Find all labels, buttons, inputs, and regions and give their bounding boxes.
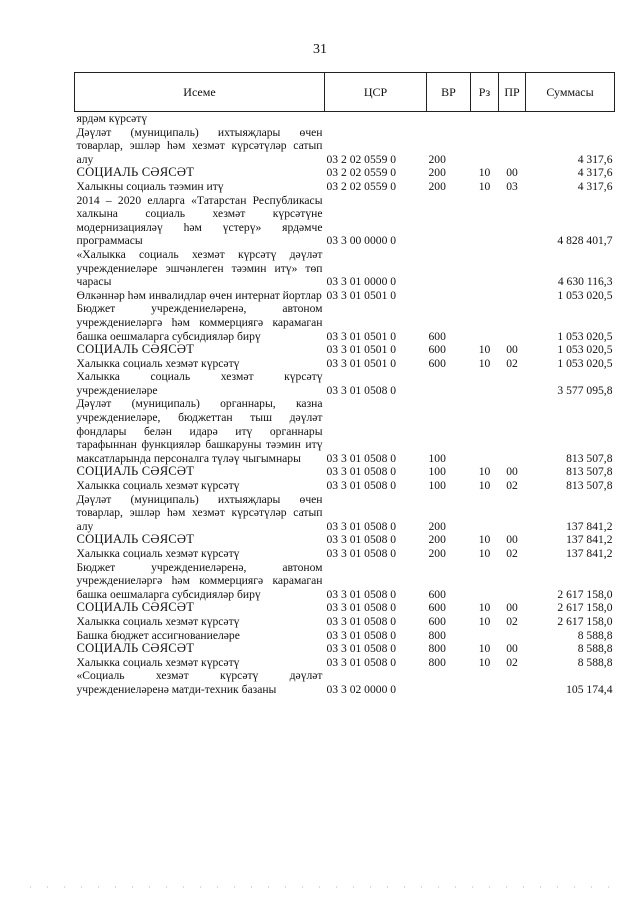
cell-rz: 10 [478, 601, 491, 615]
table-row [75, 533, 615, 547]
cell-rz [471, 561, 499, 602]
cell-pr: 00 [506, 343, 518, 357]
cell-sum: 137 841,2 [566, 547, 613, 560]
table-row [75, 343, 615, 357]
cell-pr: 00 [506, 533, 518, 547]
cell-sum: 4 317,6 [577, 166, 613, 180]
table-row [75, 248, 615, 289]
cell-pr [499, 302, 526, 343]
page-number: 31 [313, 42, 327, 57]
cell-pr: 00 [506, 166, 518, 180]
cell-csr: 03 3 01 0508 0 [326, 465, 397, 479]
cell-sum: 813 507,8 [566, 465, 613, 479]
cell-name: СОЦИАЛЬ СӘЯСӘТ [76, 532, 195, 547]
cell-sum [526, 112, 615, 126]
table-row [75, 656, 615, 670]
table-row [75, 166, 615, 180]
cell-sum: 3 577 095,8 [557, 383, 613, 397]
cell-name: Халыкка социаль хезмәт күрсәтү [76, 479, 240, 493]
table-row [75, 479, 615, 493]
cell-csr: 03 3 01 0508 0 [326, 628, 397, 642]
cell-vr: 600 [428, 587, 446, 601]
cell-rz: 10 [478, 166, 491, 180]
cell-csr: 03 3 01 0508 0 [326, 601, 397, 615]
header-pr: ПР [499, 73, 526, 112]
cell-name: СОЦИАЛЬ СӘЯСӘТ [76, 342, 195, 357]
cell-csr: 03 3 01 0508 0 [326, 642, 397, 656]
cell-name: Халыкны социаль тәэмин итү [76, 179, 224, 193]
cell-csr: 03 3 01 0508 0 [326, 451, 397, 465]
cell-vr: 200 [428, 519, 446, 533]
cell-vr: 200 [428, 166, 446, 180]
cell-name: Халыкка социаль хезмәт күрсәтү [76, 655, 240, 669]
cell-name: Дәүләт (муниципаль) органнары, казна учреждениеләре, бюджеттан тыш дәүләт фондлары белән идарә итү органнары тарафыннан функцияләр башкаруны тәэмин итү максатларында персоналга түләү чыгымнары [76, 397, 323, 465]
cell-name: Бюджет учреждениеләренә, автоном учреждениеләргә һәм коммерциягә карамаган башка оешмаларга субсидияләр бирү [76, 302, 323, 343]
cell-sum: 4 317,6 [577, 179, 613, 193]
cell-sum: 813 507,8 [566, 451, 613, 465]
cell-vr: 600 [428, 601, 446, 615]
cell-csr: 03 3 00 0000 0 [326, 234, 397, 248]
cell-sum: 8 588,8 [577, 655, 613, 669]
cell-csr: 03 3 01 0508 0 [326, 655, 397, 669]
cell-csr: 03 3 01 0501 0 [326, 288, 397, 302]
table-row [75, 629, 615, 643]
cell-vr: 100 [428, 479, 446, 493]
cell-sum: 1 053 020,5 [557, 329, 613, 343]
cell-pr [499, 669, 526, 696]
cell-rz: 10 [478, 479, 491, 493]
cell-csr: 03 3 01 0508 0 [326, 547, 397, 560]
cell-sum: 137 841,2 [566, 533, 613, 547]
cell-vr: 800 [428, 642, 446, 656]
cell-name: СОЦИАЛЬ СӘЯСӘТ [76, 464, 195, 479]
table-row [75, 561, 615, 602]
table-row [75, 547, 615, 561]
cell-rz: 10 [478, 465, 491, 479]
header-vr: ВР [427, 73, 471, 112]
cell-pr: 00 [506, 601, 518, 615]
cell-rz: 10 [478, 642, 491, 656]
cell-csr: 03 3 01 0508 0 [326, 614, 397, 628]
table-row [75, 180, 615, 194]
cell-pr [499, 397, 526, 465]
header-sum: Суммасы [526, 73, 615, 112]
cell-rz [471, 302, 499, 343]
cell-rz [471, 194, 499, 248]
cell-rz: 10 [478, 343, 491, 357]
cell-rz: 10 [478, 179, 491, 193]
table-header-row [75, 73, 615, 112]
cell-vr: 200 [428, 533, 446, 547]
table-row [75, 194, 615, 248]
cell-pr: 02 [506, 356, 518, 370]
table-row [75, 112, 615, 126]
table-row [75, 357, 615, 371]
cell-rz [471, 289, 499, 303]
header-name: Исеме [75, 73, 325, 112]
table-row [75, 289, 615, 303]
cell-csr: 03 3 01 0508 0 [326, 533, 397, 547]
cell-csr: 03 3 01 0501 0 [326, 329, 397, 343]
cell-name: Дәүләт (муниципаль) ихтыяҗлары өчен товарлар, эшләр һәм хезмәт күрсәтүләр сатып алу [76, 492, 323, 533]
cell-sum: 1 053 020,5 [557, 288, 613, 302]
cell-name: Халыкка социаль хезмәт күрсәтү [76, 356, 240, 370]
cell-vr [427, 289, 471, 303]
cell-name: Халыкка социаль хезмәт күрсәтү учреждениеләре [76, 370, 323, 397]
cell-name: 2014 – 2020 елларга «Татарстан Республикасы халкына социаль хезмәт күрсәтүне модернизацияләү һәм үстерү» ярдәмче программасы [76, 193, 323, 248]
cell-csr: 03 3 01 0501 0 [326, 343, 397, 357]
cell-name: Халыкка социаль хезмәт күрсәтү [76, 614, 240, 628]
cell-vr: 100 [428, 465, 446, 479]
cell-pr [499, 194, 526, 248]
table-row [75, 302, 615, 343]
cell-name: СОЦИАЛЬ СӘЯСӘТ [76, 641, 195, 656]
table-row [75, 615, 615, 629]
cell-rz [471, 126, 499, 167]
cell-vr [427, 669, 471, 696]
table-row [75, 601, 615, 615]
table-body [75, 112, 615, 697]
cell-pr [499, 370, 526, 397]
cell-csr: 03 3 01 0501 0 [326, 356, 397, 370]
cell-sum: 8 588,8 [577, 642, 613, 656]
table-row [75, 465, 615, 479]
cell-csr: 03 2 02 0559 0 [326, 166, 397, 180]
scan-noise [30, 886, 620, 888]
cell-rz: 10 [478, 655, 491, 669]
cell-sum: 2 617 158,0 [557, 614, 613, 628]
cell-csr: 03 3 01 0508 0 [326, 479, 397, 493]
cell-pr [499, 126, 526, 167]
cell-pr [499, 112, 526, 126]
cell-csr: 03 2 02 0559 0 [326, 179, 397, 193]
cell-vr: 600 [428, 343, 446, 357]
cell-csr: 03 2 02 0559 0 [326, 152, 397, 166]
header-csr: ЦСР [325, 73, 427, 112]
cell-rz: 10 [478, 614, 491, 628]
cell-pr [499, 493, 526, 534]
cell-vr: 800 [428, 655, 446, 669]
cell-vr: 100 [428, 451, 446, 465]
cell-pr [499, 629, 526, 643]
cell-pr [499, 561, 526, 602]
cell-sum: 4 317,6 [577, 152, 613, 166]
cell-name: «Социаль хезмәт күрсәтү дәүләт учреждениеләренә матди-техник базаны [76, 669, 323, 696]
cell-vr: 600 [428, 614, 446, 628]
cell-sum: 2 617 158,0 [557, 587, 613, 601]
cell-csr: 03 3 01 0508 0 [326, 519, 397, 533]
cell-name: Өлкәннәр һәм инвалидлар өчен интернат йортлар [76, 288, 322, 302]
cell-pr: 00 [506, 465, 518, 479]
cell-name: Башка бюджет ассигнованиеләре [76, 628, 240, 642]
cell-name: СОЦИАЛЬ СӘЯСӘТ [76, 165, 195, 180]
cell-pr: 02 [506, 479, 518, 493]
table-row [75, 642, 615, 656]
cell-vr [427, 194, 471, 248]
cell-rz [471, 248, 499, 289]
budget-table [74, 72, 615, 697]
cell-sum: 8 588,8 [577, 628, 613, 642]
cell-sum: 4 630 116,3 [557, 275, 613, 289]
cell-rz: 10 [478, 547, 491, 560]
header-rz: Рз [471, 73, 499, 112]
cell-pr [499, 248, 526, 289]
cell-sum: 4 828 401,7 [557, 234, 613, 248]
cell-rz [471, 493, 499, 534]
cell-rz: 10 [478, 356, 491, 370]
cell-rz: 10 [478, 533, 491, 547]
cell-csr: 03 3 02 0000 0 [326, 682, 397, 696]
table-row [75, 397, 615, 465]
cell-vr: 800 [428, 628, 446, 642]
cell-vr: 600 [428, 356, 446, 370]
cell-pr: 03 [506, 179, 518, 193]
cell-csr: 03 3 01 0508 0 [326, 587, 397, 601]
cell-pr: 02 [506, 655, 518, 669]
cell-rz [471, 669, 499, 696]
cell-name: ярдәм күрсәтү [76, 112, 148, 125]
cell-sum: 1 053 020,5 [557, 343, 613, 357]
cell-rz [471, 397, 499, 465]
table-row [75, 493, 615, 534]
cell-name: Халыкка социаль хезмәт күрсәтү [76, 547, 240, 560]
cell-csr [325, 112, 427, 126]
cell-vr: 600 [428, 329, 446, 343]
cell-vr [427, 370, 471, 397]
cell-pr: 00 [506, 642, 518, 656]
cell-csr: 03 3 01 0508 0 [326, 383, 397, 397]
table-row [75, 370, 615, 397]
cell-csr: 03 3 01 0000 0 [326, 275, 397, 289]
cell-pr: 02 [506, 547, 518, 560]
cell-sum: 105 174,4 [566, 682, 613, 696]
cell-vr: 200 [428, 152, 446, 166]
cell-name: Дәүләт (муниципаль) ихтыяҗлары өчен товарлар, эшләр һәм хезмәт күрсәтүләр сатып алу [76, 125, 323, 166]
cell-pr [499, 289, 526, 303]
cell-vr: 200 [428, 547, 446, 560]
cell-sum: 1 053 020,5 [557, 356, 613, 370]
cell-name: «Халыкка социаль хезмәт күрсәтү дәүләт учреждениеләре эшчәнлеген тәэмин итү» төп чарасы [76, 247, 323, 289]
cell-pr: 02 [506, 614, 518, 628]
cell-sum: 813 507,8 [566, 479, 613, 493]
cell-sum: 2 617 158,0 [557, 601, 613, 615]
cell-vr: 200 [428, 179, 446, 193]
cell-vr [427, 112, 471, 126]
cell-name: СОЦИАЛЬ СӘЯСӘТ [76, 600, 195, 615]
table-row [75, 126, 615, 167]
cell-rz [471, 370, 499, 397]
table-row [75, 669, 615, 696]
cell-sum: 137 841,2 [566, 519, 613, 533]
cell-rz [471, 629, 499, 643]
cell-rz [471, 112, 499, 126]
cell-vr [427, 248, 471, 289]
cell-name: Бюджет учреждениеләренә, автоном учреждениеләргә һәм коммерциягә карамаган башка оешмаларга субсидияләр бирү [76, 560, 323, 601]
